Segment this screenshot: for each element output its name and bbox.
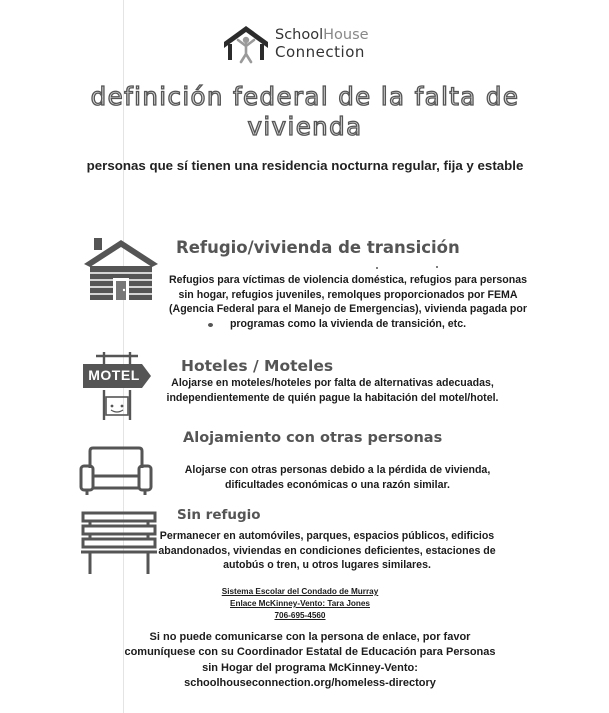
footer-directory-link[interactable]: schoolhouseconnection.org/homeless-directory [184, 677, 436, 690]
contact-district: Sistema Escolar del Condado de Murray [221, 587, 379, 596]
footer-note [120, 630, 500, 692]
section-heading-unsheltered: Sin refugio [177, 507, 261, 523]
page-subtitle: personas que sí tienen una residencia nocturna regular, fija y estable [86, 158, 524, 173]
section-body-motels: Alojarse en moteles/hoteles por falta de alternativas adecuadas, independientemente de quién pague la habitación del motel/hotel. [166, 377, 499, 404]
schoolhouse-connection-logo [220, 22, 380, 64]
motel-sign-icon [82, 350, 152, 422]
scan-speck [208, 323, 213, 327]
scan-speck [436, 266, 438, 268]
section-heading-motels: Hoteles / Moteles [181, 357, 334, 375]
page-title: definición federal de la falta de vivienda [90, 82, 520, 141]
house-icon [82, 236, 160, 302]
section-body-shelter: Refugios para víctimas de violencia doméstica, refugios para personas sin hogar, refugios juveniles, remolques proporcionados por FEMA (Agencia Federal para el Manejo de Emergencias), vivienda pagada por programas como la vivienda de transición, etc. [169, 274, 527, 330]
contact-phone: 706-695-4560 [274, 611, 326, 620]
footer-line-2: comuníquese con su Coordinador Estatal de Educación para Personas [124, 646, 496, 659]
motel-sign-text: MOTEL [88, 367, 140, 383]
couch-icon [78, 446, 154, 496]
logo-connection-text: Connection [275, 43, 365, 61]
scan-speck [376, 267, 378, 269]
section-heading-shelter: Refugio/vivienda de transición [176, 238, 460, 257]
section-heading-doubled-up: Alojamiento con otras personas [183, 430, 443, 446]
footer-line-3: sin Hogar del programa McKinney-Vento: [202, 661, 418, 674]
footer-line-1: Si no puede comunicarse con la persona de enlace, por favor [149, 631, 471, 643]
logo-school-text: School [275, 27, 324, 43]
section-body-unsheltered: Permanecer en automóviles, parques, espacios públicos, edificios abandonados, viviendas en condiciones deficientes, estaciones de autobús o tren, u otros lugares similares. [158, 530, 496, 571]
section-body-doubled-up: Alojarse con otras personas debido a la pérdida de vivienda, dificultades económicas o una razón similar. [184, 464, 491, 491]
contact-liaison: Enlace McKinney-Vento: Tara Jones [230, 599, 370, 608]
logo-house-text: House [323, 27, 369, 43]
bench-icon [80, 510, 158, 576]
schoolhouse-logo-icon [220, 22, 272, 64]
